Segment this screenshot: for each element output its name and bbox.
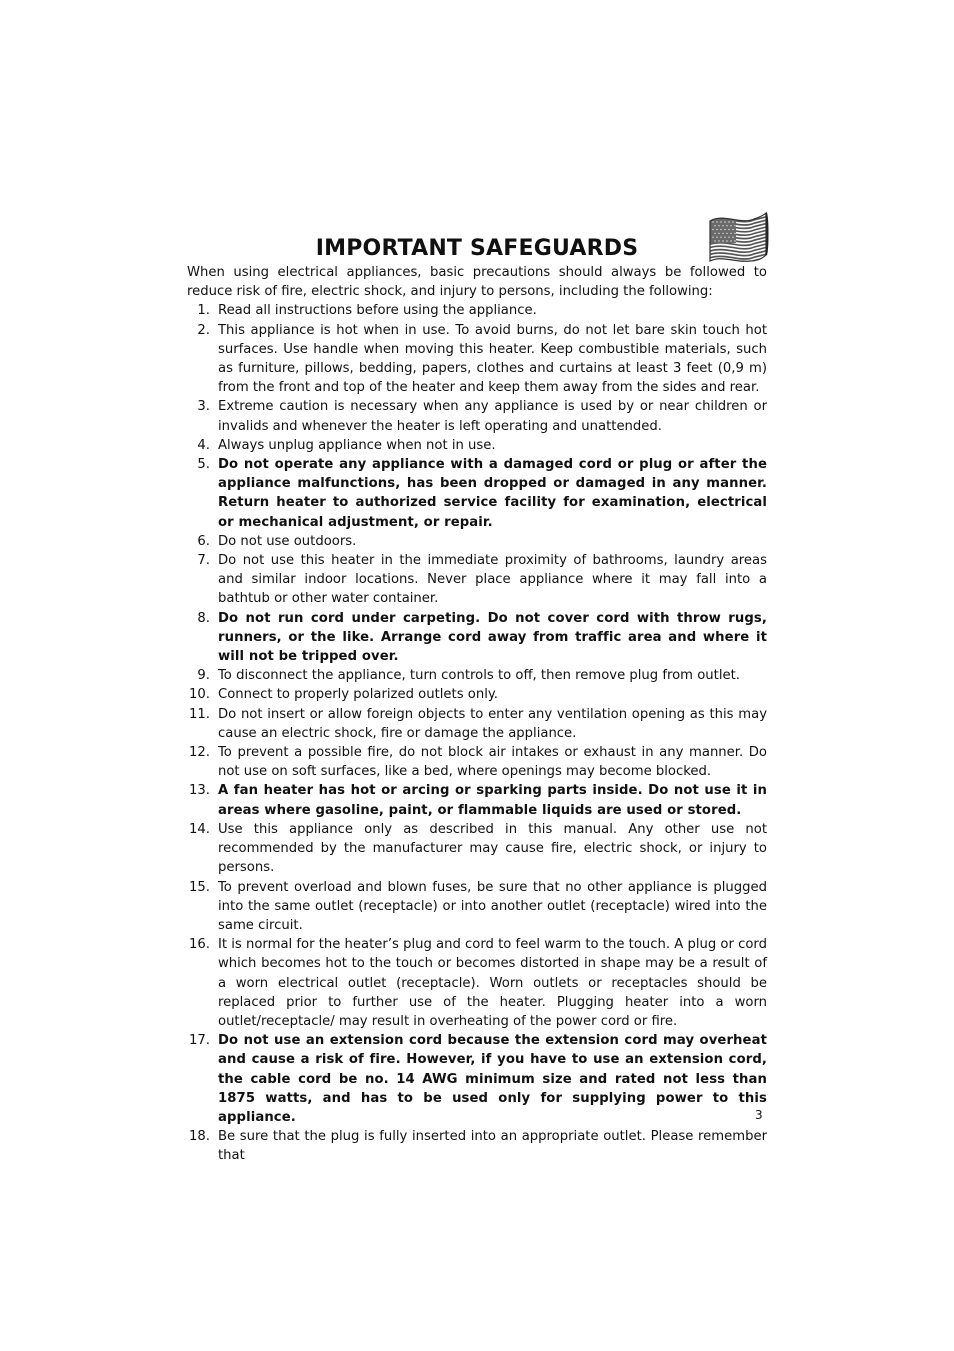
list-item-text: Do not use an extension cord because the extension cord may overheat and cause a risk of fire. However, if you have to use an extension cord, the cable cord be no. 14 AWG minimum size and rated not less than 1875 watts, and has to be used only for supplying power to this appliance. xyxy=(218,1033,767,1125)
list-item-text: Always unplug appliance when not in use. xyxy=(218,437,496,453)
list-item xyxy=(187,397,767,435)
list-item xyxy=(187,685,767,704)
list-item-number: 8. xyxy=(197,610,210,626)
list-item-text: Extreme caution is necessary when any appliance is used by or near children or invalids and whenever the heater is left operating and unattended. xyxy=(218,399,767,434)
list-item-number: 16. xyxy=(189,937,210,953)
list-item xyxy=(187,705,767,743)
list-item-number: 12. xyxy=(189,745,210,761)
us-flag-icon xyxy=(706,211,770,267)
list-item-number: 11. xyxy=(189,706,210,722)
list-item-text: Do not run cord under carpeting. Do not cover cord with throw rugs, runners, or the like. Arrange cord away from traffic area and where it will not be tripped over. xyxy=(218,610,767,665)
list-item-text: Do not insert or allow foreign objects to enter any ventilation opening as this may cause an electric shock, fire or damage the appliance. xyxy=(218,706,767,741)
list-item-number: 7. xyxy=(197,553,210,569)
page-number: 3 xyxy=(755,1108,763,1122)
safeguards-list xyxy=(187,301,767,1165)
list-item xyxy=(187,301,767,320)
list-item-text: Read all instructions before using the appliance. xyxy=(218,303,537,319)
list-item-text: Use this appliance only as described in this manual. Any other use not recommended by the manufacturer may cause fire, electric shock, or injury to persons. xyxy=(218,821,767,876)
list-item-text: Be sure that the plug is fully inserted into an appropriate outlet. Please remember that xyxy=(218,1129,767,1164)
list-item-number: 4. xyxy=(197,437,210,453)
list-item-text: To prevent overload and blown fuses, be sure that no other appliance is plugged into the same outlet (receptacle) or into another outlet (receptacle) wired into the same circuit. xyxy=(218,879,767,933)
list-item-text: It is normal for the heater’s plug and cord to feel warm to the touch. A plug or cord which becomes hot to the touch or becomes distorted in shape may be a result of a worn electrical outlet (receptacle). Worn outlets or receptacles should be replaced prior to further use of the heater. Plugging heater into a worn outlet/receptacle/ may result in overheating of the power cord or fire. xyxy=(218,937,767,1029)
list-item-number: 14. xyxy=(189,821,210,837)
list-item-number: 15. xyxy=(189,879,210,895)
list-item-number: 9. xyxy=(197,668,210,684)
list-item xyxy=(187,935,767,1031)
list-item-text: Do not use outdoors. xyxy=(218,533,357,549)
list-item xyxy=(187,321,767,398)
list-item xyxy=(187,878,767,936)
list-item-text: A fan heater has hot or arcing or sparking parts inside. Do not use it in areas where gasoline, paint, or flammable liquids are used or stored. xyxy=(218,783,767,818)
list-item-text: Do not operate any appliance with a damaged cord or plug or after the appliance malfunctions, has been dropped or damaged in any manner. Return heater to authorized service facility for examination, electrical or mechanical adjustment, or repair. xyxy=(218,457,767,530)
list-item xyxy=(187,1031,767,1127)
list-item-number: 3. xyxy=(197,399,210,415)
list-item xyxy=(187,532,767,551)
list-item-text: Do not use this heater in the immediate proximity of bathrooms, laundry areas and similar indoor locations. Never place appliance where it may fall into a bathtub or other water container. xyxy=(218,553,767,607)
list-item xyxy=(187,609,767,667)
list-item-text: To disconnect the appliance, turn controls to off, then remove plug from outlet. xyxy=(218,668,740,684)
list-item-number: 10. xyxy=(189,687,210,703)
list-item-number: 6. xyxy=(197,533,210,549)
list-item xyxy=(187,666,767,685)
list-item-text: Connect to properly polarized outlets only. xyxy=(218,687,498,703)
safeguards-content xyxy=(187,263,767,1166)
list-item xyxy=(187,743,767,781)
list-item-number: 5. xyxy=(197,457,210,473)
list-item xyxy=(187,455,767,532)
list-item-text: This appliance is hot when in use. To avoid burns, do not let bare skin touch hot surfaces. Use handle when moving this heater. Keep combustible materials, such as furniture, pillows, bedding, papers, clothes and curtains at least 3 feet (0,9 m) from the front and top of the heater and keep them away from the sides and rear. xyxy=(218,322,767,396)
list-item xyxy=(187,1127,767,1165)
list-item-number: 17. xyxy=(189,1033,210,1049)
list-item xyxy=(187,551,767,609)
list-item xyxy=(187,820,767,878)
list-item-text: To prevent a possible fire, do not block air intakes or exhaust in any manner. Do not use on soft surfaces, like a bed, where openings may become blocked. xyxy=(218,745,767,780)
list-item-number: 1. xyxy=(197,303,210,319)
page-title: IMPORTANT SAFEGUARDS xyxy=(315,236,639,261)
list-item-number: 18. xyxy=(189,1129,210,1145)
intro-paragraph: When using electrical appliances, basic precautions should always be followed to reduce risk of fire, electric shock, and injury to persons, including the following: xyxy=(187,265,767,300)
list-item-number: 2. xyxy=(197,322,210,338)
list-item-number: 13. xyxy=(189,783,210,799)
list-item xyxy=(187,436,767,455)
list-item xyxy=(187,781,767,819)
